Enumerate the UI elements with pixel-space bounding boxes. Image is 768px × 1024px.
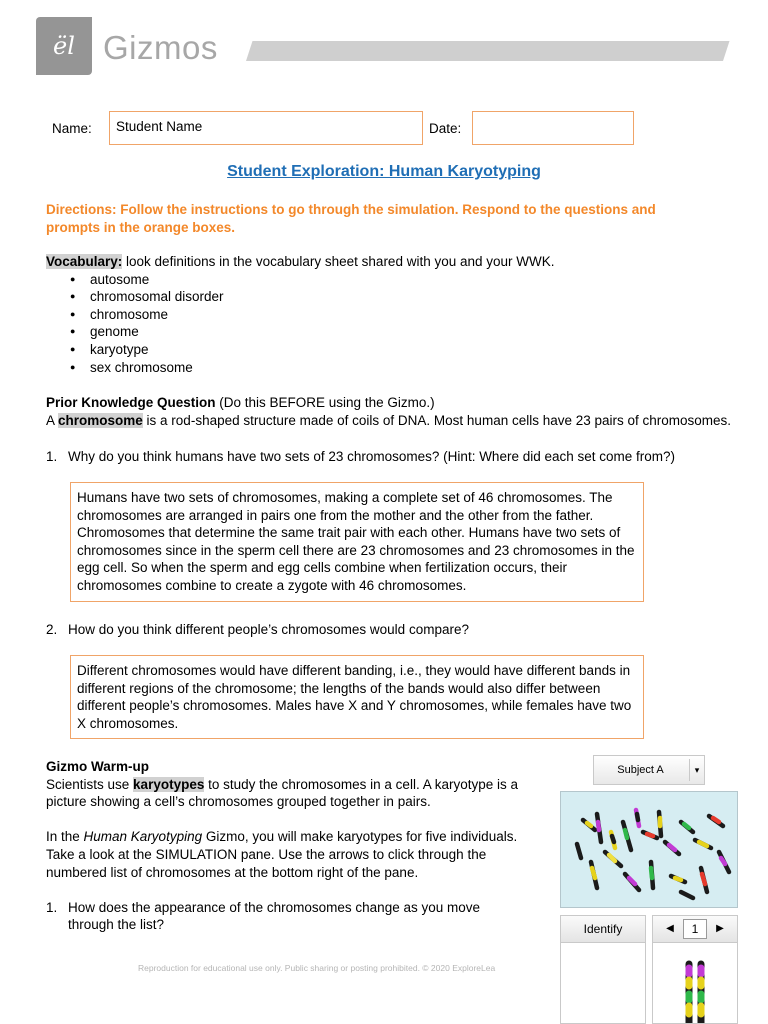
warmup-p1-lead: Scientists use xyxy=(46,776,134,792)
explorelearning-logo: ël xyxy=(36,17,92,75)
subject-select-label: Subject A xyxy=(617,764,664,776)
prior-note: (Do this BEFORE using the Gizmo.) xyxy=(215,395,435,410)
warmup-heading: Gizmo Warm-up xyxy=(46,759,149,774)
warmup-section xyxy=(46,758,538,934)
karyotypes-keyword: karyotypes xyxy=(133,776,205,792)
identify-button[interactable]: Identify xyxy=(561,916,645,943)
warmup-p2-text: Gizmo, you will make karyotypes for five individuals. Take a look at the SIMULATION pane. Use the arrows to click through the numbered list of chromosomes at the bottom right of the pane. xyxy=(46,829,518,880)
definition-text: is a rod-shaped structure made of coils of DNA. Most human cells have 23 pairs of chromosomes. xyxy=(142,412,732,428)
vocab-item: ● genome xyxy=(46,323,726,341)
vocabulary-line xyxy=(46,253,726,271)
name-label: Name: xyxy=(52,121,92,136)
chromosome-navigator xyxy=(652,915,738,1024)
vocabulary-section xyxy=(46,253,726,376)
vocab-item: ● autosome xyxy=(46,271,726,289)
vocab-item: ● sex chromosome xyxy=(46,359,726,377)
question-2 xyxy=(46,621,746,639)
subject-select[interactable] xyxy=(593,755,705,785)
directions: Directions: Follow the instructions to go through the simulation. Respond to the questions and prompts in the orange boxes. xyxy=(46,202,656,235)
vocabulary-text: look definitions in the vocabulary sheet shared with you and your WWK. xyxy=(122,254,555,269)
gizmos-brand: Gizmos xyxy=(103,29,218,66)
navigator-bar xyxy=(653,916,737,943)
prior-heading-line xyxy=(46,394,758,412)
chromosome-keyword: chromosome xyxy=(58,412,143,428)
question-number: 1. xyxy=(46,449,58,464)
question-1 xyxy=(46,448,746,466)
date-label: Date: xyxy=(429,121,462,136)
next-arrow-icon[interactable]: ▶ xyxy=(716,923,724,934)
chromosome-spread xyxy=(561,792,738,908)
definition-lead: A xyxy=(46,412,59,428)
gizmo-name: Human Karyotyping xyxy=(83,829,203,845)
name-field[interactable]: Student Name xyxy=(109,111,423,145)
answer-box-1[interactable]: Humans have two sets of chromosomes, making a complete set of 46 chromosomes. The chromosomes are arranged in pairs one from the mother and the other from the father. Chromosomes that determine the same trait pair with each other. Humans have two sets of chromosomes since in the sperm cell there are 23 chromosomes and 23 chromosomes in the egg cell. So when the sperm and egg cells combine when fertilization occurs, their chromosomes combine to create a zygote with 46 chromosomes. xyxy=(70,482,644,602)
date-field[interactable] xyxy=(472,111,634,145)
vocab-item: ● chromosomal disorder xyxy=(46,288,726,306)
question-text: How does the appearance of the chromosomes change as you move through the list? xyxy=(68,899,480,933)
header-bar xyxy=(246,41,729,61)
answer-box-2[interactable]: Different chromosomes would have different banding, i.e., they would have different bands in different regions of the chromosome; the lengths of the bands would also differ between different people’s chromosomes. Males have X and Y chromosomes, while females have two X chromosomes. xyxy=(70,655,644,739)
identify-panel xyxy=(560,915,646,1024)
question-number: 2. xyxy=(46,622,58,637)
chevron-down-icon[interactable]: ▾ xyxy=(689,759,704,781)
vocab-item: ● karyotype xyxy=(46,341,726,359)
copyright-footer: Reproduction for educational use only. Public sharing or posting prohibited. © 2020 ExploreLea xyxy=(138,963,496,973)
chromosome-definition xyxy=(46,412,758,430)
warmup-p1-text: to study the chromosomes in a cell. A karyotype is a picture showing a cell’s chromosomes grouped together in pairs. xyxy=(46,776,518,810)
vocab-item: ● chromosome xyxy=(46,306,726,324)
warmup-paragraph-1 xyxy=(46,776,538,811)
warmup-paragraph-2 xyxy=(46,828,538,881)
previous-arrow-icon[interactable]: ◀ xyxy=(666,923,674,934)
chromosome-spread-view[interactable] xyxy=(560,791,738,908)
warmup-question-1 xyxy=(46,899,538,934)
warmup-p2-lead: In the xyxy=(46,829,84,845)
page-title: Student Exploration: Human Karyotyping xyxy=(227,163,541,180)
prior-heading: Prior Knowledge Question xyxy=(46,395,216,410)
vocabulary-label: Vocabulary: xyxy=(46,254,123,269)
question-number: 1. xyxy=(46,899,58,915)
prior-knowledge-section xyxy=(46,394,758,429)
question-text: How do you think different people’s chromosomes would compare? xyxy=(68,622,469,637)
question-text: Why do you think humans have two sets of 23 chromosomes? (Hint: Where did each set come from?) xyxy=(68,449,676,464)
chromosome-number: 1 xyxy=(683,919,707,939)
vocabulary-list xyxy=(46,271,726,377)
chromosome-pair-image xyxy=(653,942,737,1024)
